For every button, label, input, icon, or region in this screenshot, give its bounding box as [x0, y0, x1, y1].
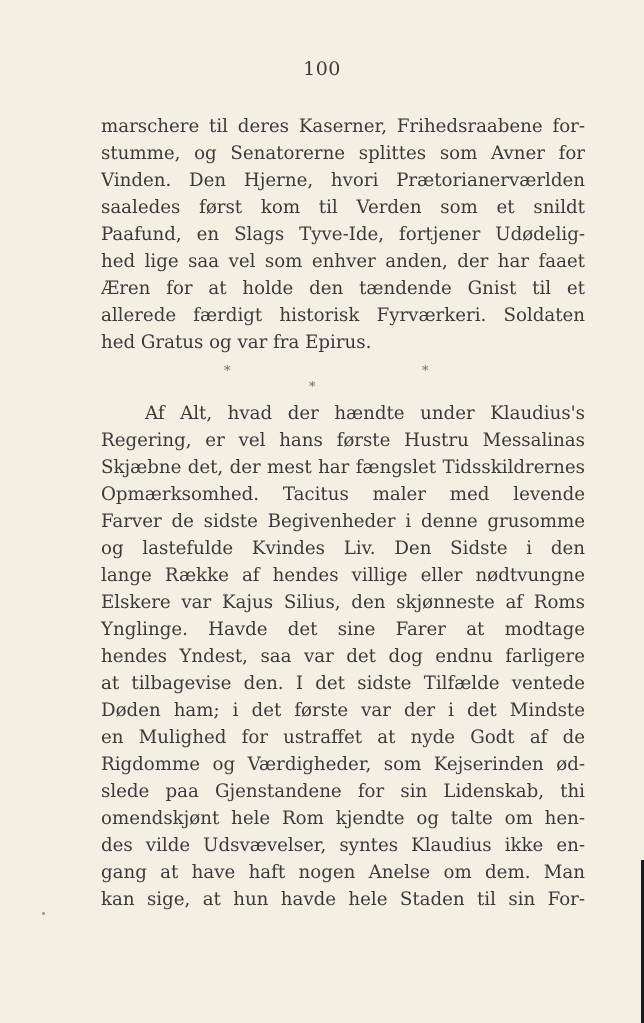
asterisk-right: *	[422, 364, 429, 379]
text-line: des vilde Udsvævelser, syntes Klaudius ikke en-	[101, 835, 585, 856]
paragraph-1	[101, 113, 585, 356]
text-line: allerede færdigt historisk Fyrværkeri. Soldaten	[101, 305, 585, 326]
text-line: Rigdomme og Værdigheder, som Kejserinden ød-	[101, 754, 585, 775]
text-line: stumme, og Senatorerne splittes som Avner for	[101, 143, 585, 164]
asterisk-center: *	[309, 380, 316, 395]
text-line: en Mulighed for ustraffet at nyde Godt af de	[101, 727, 585, 748]
text-line: at tilbagevise den. I det sidste Tilfælde ventede	[101, 673, 585, 694]
text-line: lange Række af hendes villige eller nødtvungne	[101, 565, 585, 586]
text-line: marschere til deres Kaserner, Frihedsraabene for-	[101, 116, 585, 137]
text-line: Ynglinge. Havde det sine Farer at modtage	[101, 619, 585, 640]
text-line: Vinden. Den Hjerne, hvori Prætorianerværlden	[101, 170, 585, 191]
page-number: 100	[303, 58, 341, 80]
text-line: saaledes først kom til Verden som et snildt	[101, 197, 585, 218]
text-line: hed lige saa vel som enhver anden, der har faaet	[101, 251, 585, 272]
text-line: slede paa Gjenstandene for sin Lidenskab, thi	[101, 781, 585, 802]
asterisk-left: *	[224, 364, 231, 379]
text-line: Paafund, en Slags Tyve-Ide, fortjener Udødelig-	[101, 224, 585, 245]
text-line: kan sige, at hun havde hele Staden til sin For-	[101, 889, 585, 910]
section-separator	[0, 364, 644, 404]
text-line: Skjæbne det, der mest har fængslet Tidsskildrernes	[101, 457, 585, 478]
text-line: Døden ham; i det første var der i det Mindste	[101, 700, 585, 721]
paragraph-2	[101, 400, 585, 913]
text-line: Af Alt, hvad der hændte under Klaudius's	[145, 403, 585, 424]
text-line: omendskjønt hele Rom kjendte og talte om hen-	[101, 808, 585, 829]
text-line: Regering, er vel hans første Hustru Messalinas	[101, 430, 585, 451]
text-line: Opmærksomhed. Tacitus maler med levende	[101, 484, 585, 505]
text-line: Elskere var Kajus Silius, den skjønneste af Roms	[101, 592, 585, 613]
text-line: gang at have haft nogen Anelse om dem. Man	[101, 862, 585, 883]
margin-speck	[42, 912, 45, 915]
text-line: hed Gratus og var fra Epirus.	[101, 332, 372, 353]
text-line: Æren for at holde den tændende Gnist til et	[101, 278, 585, 299]
text-line: Farver de sidste Begivenheder i denne grusomme	[101, 511, 585, 532]
text-line: hendes Yndest, saa var det dog endnu farligere	[101, 646, 585, 667]
text-line: og lastefulde Kvindes Liv. Den Sidste i den	[101, 538, 585, 559]
